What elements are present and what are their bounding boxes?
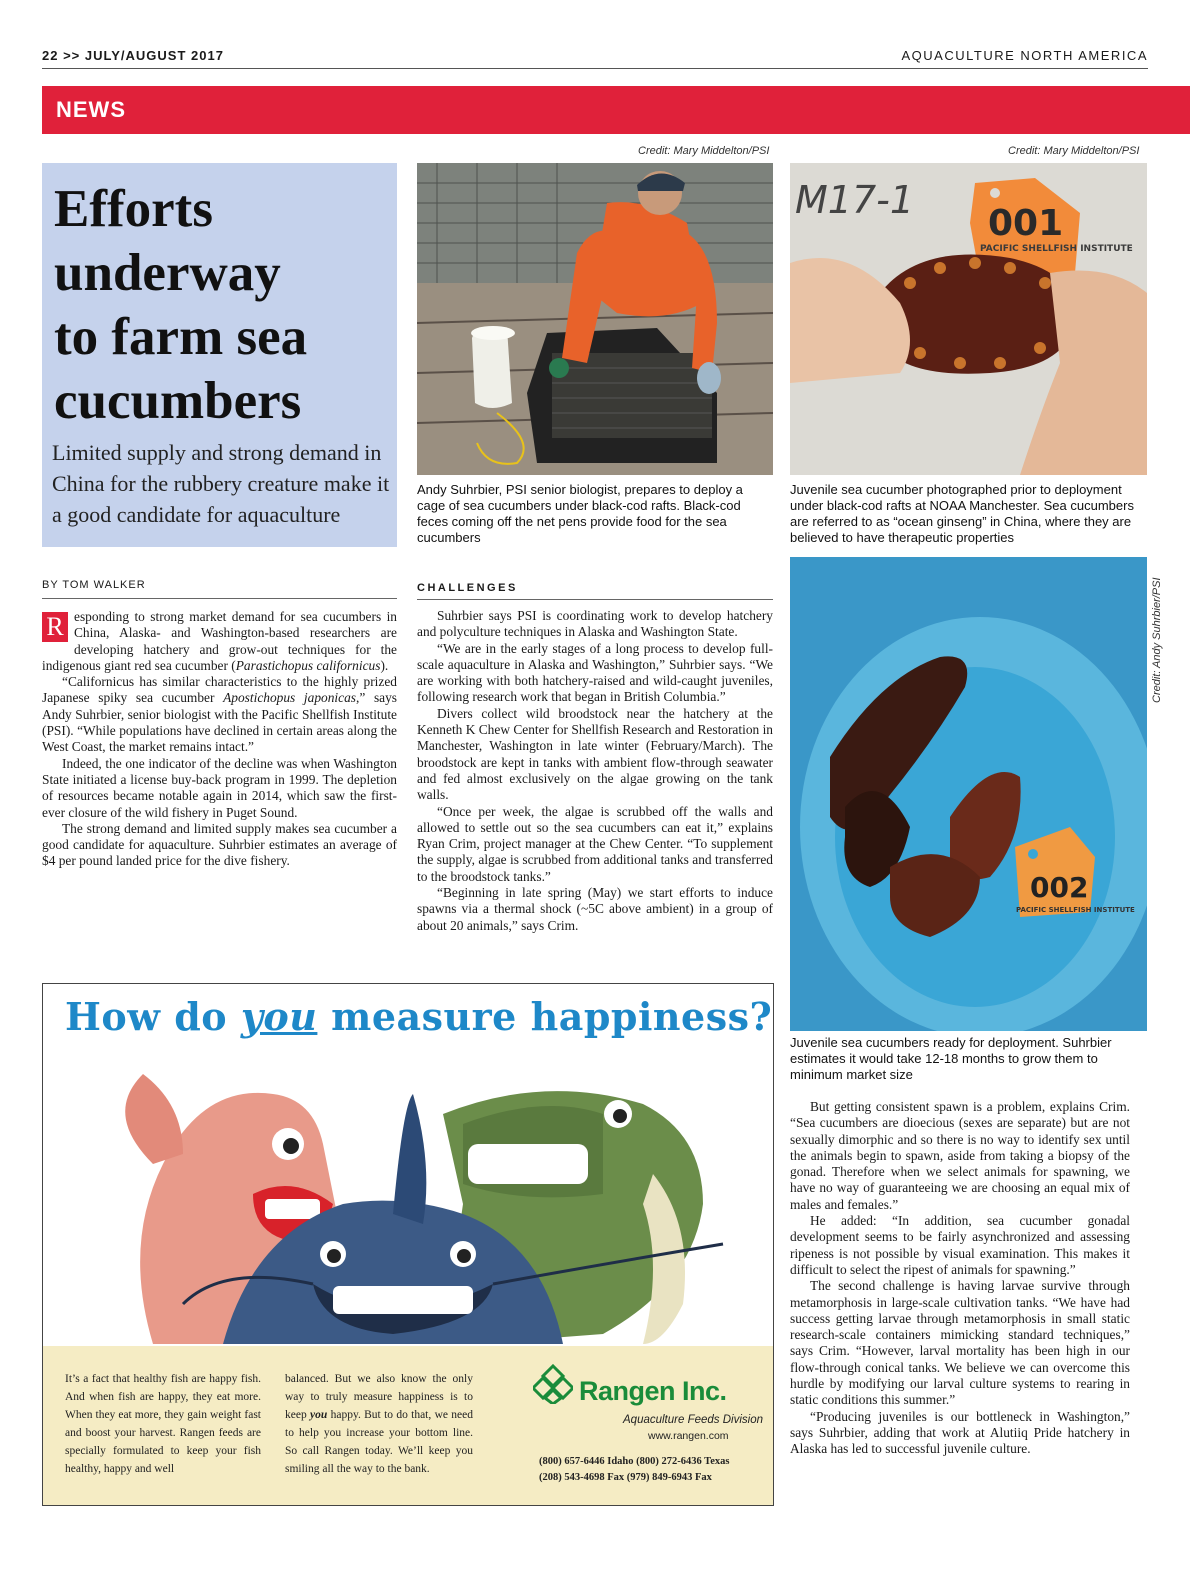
paragraph: The strong demand and limited supply makes sea cucumber a good candidate for aquaculture. Suhrbier estimates an average of $4 per pound landed price for the dive fishery. (42, 820, 397, 869)
article-column-2 (417, 608, 773, 934)
ad-headline: How do you measure happiness? (65, 994, 773, 1039)
photo3-tag-number: 002 (1030, 871, 1089, 904)
juvenile-illustration (790, 163, 1147, 475)
photo-juveniles-in-tub (790, 557, 1147, 1031)
biologist-illustration (417, 163, 773, 475)
paragraph: “Once per week, the algae is scrubbed off the walls and allowed to settle out so the sea cucumbers can eat it,” explains Ryan Crim, project manager at the Chew Center. “To supplement the supply, algae is scrubbed from additional tanks and transferred to the broodstock tanks.” (417, 803, 773, 884)
paragraph: “We are in the early stages of a long process to develop full-scale aquaculture in Alaska and Washington,” Suhrbier says. “We are working with both hatchery-raised and wild-caught juveniles, following research work that began in British Columbia.” (417, 640, 773, 705)
article-dek: Limited supply and strong demand in China for the rubbery creature make it a good candidate for aquaculture (52, 440, 390, 527)
ad-copy-panel (43, 1346, 773, 1505)
photo-biologist-cage (417, 163, 773, 475)
phone-line: (208) 543-4698 Fax (979) 849-6943 Fax (539, 1472, 712, 1483)
paragraph: The second challenge is having larvae survive through metamorphosis in large-scale cultivation tanks. “We have had success getting larvae through metamorphosis in small static research-scale containers mimicking standard techniques,” says Crim. “However, larval mortality has been high in our flow-through conical tanks. We believe we can overcome this hurdle by modifying our larval culture systems to rearing in static conditions this summer.” (790, 1278, 1130, 1408)
paragraph: He added: “In addition, sea cucumber gonadal development seems to be fairly asynchronized and assessing ripeness is not possible by visual examination. This makes it difficult to select the ripest of animals for spawning.” (790, 1213, 1130, 1277)
section-banner (42, 86, 1190, 134)
ad-division: Aquaculture Feeds Division (623, 1414, 763, 1426)
photo2-tag-number: 001 (988, 203, 1064, 244)
ad-phone-numbers (539, 1454, 759, 1486)
page-folio: 22 >> JULY/AUGUST 2017 (42, 48, 224, 63)
happy-fish-illustration (43, 1044, 773, 1346)
rangen-advertisement[interactable] (42, 983, 774, 1506)
section-label: NEWS (56, 97, 126, 122)
photo3-caption: Juvenile sea cucumbers ready for deployment. Suhrbier estimates it would take 12-18 months to grow them to minimum market size (790, 1035, 1112, 1082)
photo2-credit: Credit: Mary Middelton/PSI (1008, 145, 1140, 157)
paragraph: “Californicus has similar characteristics to the highly prized Japanese spiky sea cucumber Apostichopus japonicas,” says Andy Suhrbier, senior biologist with the Pacific Shellfish Institute (PSI). “While populations have declined in certain areas along the West Coast, the market remains intact.” (42, 674, 398, 755)
photo3-credit: Credit: Andy Suhrbier/PSI (1151, 577, 1163, 703)
headline-line: underway (54, 244, 281, 302)
paragraph: R esponding to strong market demand for sea cucumbers in China, Alaska- and Washington-based researchers are developing hatchery and grow-out techniques for the indigenous giant red sea cucumber (Parastichopus californicus). (42, 609, 397, 673)
rangen-logo-icon (533, 1364, 573, 1404)
ad-brand-name: Rangen Inc. (579, 1376, 727, 1406)
paragraph: But getting consistent spawn is a problem, explains Crim. “Sea cucumbers are dioecious (sexes are separate) but are not sexually dimorphic and so there is no way to identify sex until the animals begin to spawn, aside from taking a biopsy of the gonad. Therefore when we select animals for spawning, we have no way of guaranteeing we are choosing an equal mix of males and females.” (790, 1099, 1130, 1212)
header-rule (42, 68, 1148, 69)
photo1-caption: Andy Suhrbier, PSI senior biologist, prepares to deploy a cage of sea cucumbers under black-cod rafts. Black-cod feces coming off the net pens provide food for the sea cucumbers (417, 482, 743, 545)
byline-rule (42, 598, 397, 599)
paragraph: Indeed, the one indicator of the decline was when Washington State initiated a license buy-back program in 1999. The depletion of resources became notable again in 2014, which saw the first-ever closure of the wild fishery in Puget Sound. (42, 755, 397, 820)
headline-line: Efforts (54, 180, 213, 238)
headline-line: to farm sea (54, 308, 308, 366)
ad-website-link[interactable]: www.rangen.com (648, 1430, 729, 1442)
photo2-handwriting: M17-1 (795, 178, 915, 222)
ad-copy-column-1: It’s a fact that healthy fish are happy fish. And when fish are happy, they eat more. When they eat more, they gain weight fast and boost your harvest. Rangen feeds are specially formulated to keep your fish healthy, happy and well (65, 1373, 261, 1475)
article-column-1 (42, 609, 397, 870)
paragraph: “Producing juveniles is our bottleneck in Washington,” says Suhrbier, adding that work at Alutiiq Pride hatchery in Alaska has led to successful juvenile culture. (790, 1408, 1130, 1457)
drop-cap: R (42, 612, 68, 642)
subhead-rule (417, 599, 773, 600)
subhead-challenges: CHALLENGES (417, 582, 518, 594)
paragraph: Suhrbier says PSI is coordinating work to develop hatchery and polyculture techniques in Alaska and Washington State. (417, 608, 773, 640)
paragraph: Divers collect wild broodstock near the hatchery at the Kenneth K Chew Center for Shellfish Research and Restoration in Manchester, Washington in late winter (February/March). The broodstock are kept in tanks with ambient flow-through seawater and fed almost exclusively on the algae growing on the tank walls. (417, 705, 773, 803)
photo1-credit: Credit: Mary Middelton/PSI (638, 145, 770, 157)
paragraph: “Beginning in late spring (May) we start efforts to induce spawns via a thermal shock (~5C above ambient) in a group of about 20 animals,” says Crim. (417, 885, 773, 933)
photo2-caption: Juvenile sea cucumber photographed prior to deployment under black-cod rafts at NOAA Manchester. Sea cucumbers are referred to as “ocean ginseng” in China, where they are believed to have therapeutic properties (790, 482, 1134, 545)
byline: BY TOM WALKER (42, 579, 146, 591)
article-column-3 (790, 1099, 1130, 1458)
photo3-credit-wrap (1149, 565, 1165, 705)
photo3-tag-text: PACIFIC SHELLFISH INSTITUTE (1016, 906, 1135, 914)
phone-line: (800) 657-6446 Idaho (800) 272-6436 Texas (539, 1456, 730, 1467)
photo-juvenile-tagged (790, 163, 1147, 475)
ad-copy-column-2: balanced. But we also know the only way to truly measure happiness is to keep you happy. But to do that, we need to help you increase your bottom line. So call Rangen today. We’ll keep you smiling all the way to the bank. (285, 1373, 473, 1475)
headline-box (42, 163, 397, 547)
juveniles-illustration (790, 557, 1147, 1031)
magazine-name: AQUACULTURE NORTH AMERICA (901, 48, 1148, 63)
article-headline (54, 177, 307, 433)
photo2-tag-text: PACIFIC SHELLFISH INSTITUTE (980, 244, 1133, 254)
headline-line: cucumbers (54, 372, 302, 430)
